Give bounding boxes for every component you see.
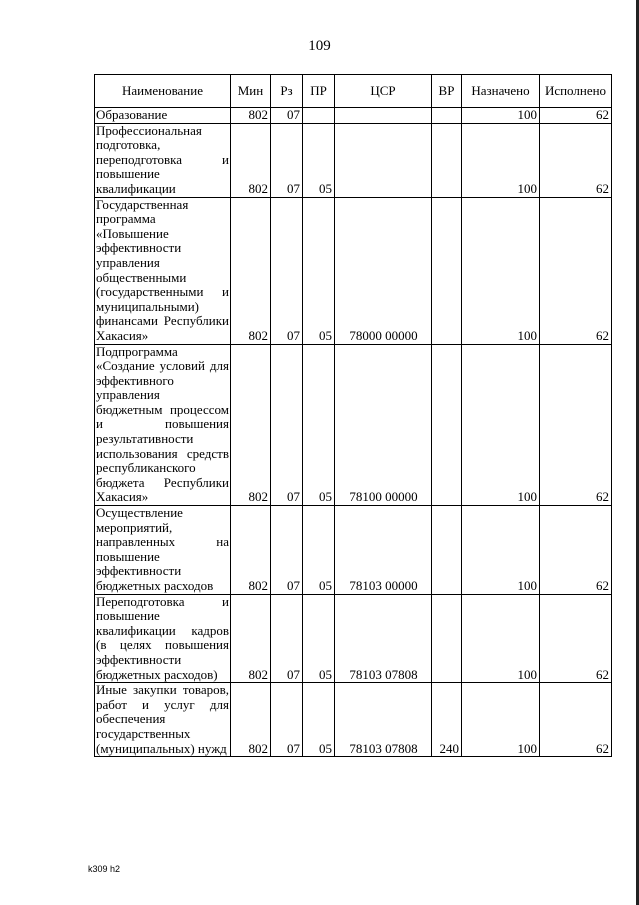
header-csr: ЦСР [335, 75, 432, 108]
row-executed: 62 [540, 506, 612, 595]
row-csr: 78000 00000 [335, 197, 432, 344]
row-rz: 07 [271, 344, 303, 506]
row-vr [432, 123, 462, 197]
header-assigned: Назначено [462, 75, 540, 108]
row-rz: 07 [271, 506, 303, 595]
table-row [95, 683, 612, 757]
row-name: Иные закупки товаров, работ и услуг для обеспечения государственных (муниципальных) нужд [96, 682, 229, 756]
row-rz: 07 [271, 683, 303, 757]
header-rz: Рз [271, 75, 303, 108]
row-name: Переподготовка и повышение квалификации кадров (в целях повышения эффективности бюджетных расходов) [96, 594, 229, 682]
row-assigned: 100 [462, 594, 540, 683]
row-pr: 05 [303, 123, 335, 197]
row-min: 802 [231, 108, 271, 124]
header-pr: ПР [303, 75, 335, 108]
row-pr: 05 [303, 344, 335, 506]
row-executed: 62 [540, 683, 612, 757]
row-vr [432, 344, 462, 506]
table-row [95, 197, 612, 344]
row-rz: 07 [271, 594, 303, 683]
row-name: Осуществление мероприятий, направленных на повышение эффективности бюджетных расходов [96, 505, 229, 593]
footer-code: k309 h2 [88, 864, 121, 874]
row-assigned: 100 [462, 683, 540, 757]
row-csr [335, 123, 432, 197]
page-number: 109 [308, 38, 331, 54]
row-rz: 07 [271, 197, 303, 344]
header-name: Наименование [95, 75, 231, 108]
row-executed: 62 [540, 594, 612, 683]
row-name: Подпрограмма «Создание условий для эффективного управления бюджетным процессом и повышения результативности использования средств республиканского бюджета Республики Хакасия» [96, 344, 229, 505]
row-vr [432, 594, 462, 683]
header-executed: Исполнено [540, 75, 612, 108]
header-vr: ВР [432, 75, 462, 108]
row-min: 802 [231, 594, 271, 683]
row-executed: 62 [540, 123, 612, 197]
row-min: 802 [231, 123, 271, 197]
row-min: 802 [231, 197, 271, 344]
row-csr: 78100 00000 [335, 344, 432, 506]
row-assigned: 100 [462, 108, 540, 124]
row-name: Образование [95, 108, 231, 124]
table-row [95, 344, 612, 506]
table-row [95, 594, 612, 683]
row-vr [432, 108, 462, 124]
row-pr: 05 [303, 506, 335, 595]
row-min: 802 [231, 344, 271, 506]
row-assigned: 100 [462, 123, 540, 197]
row-pr: 05 [303, 683, 335, 757]
row-pr: 05 [303, 197, 335, 344]
row-assigned: 100 [462, 197, 540, 344]
row-rz: 07 [271, 108, 303, 124]
row-assigned: 100 [462, 344, 540, 506]
row-min: 802 [231, 683, 271, 757]
row-csr: 78103 00000 [335, 506, 432, 595]
row-pr [303, 108, 335, 124]
table-row [95, 123, 612, 197]
row-vr [432, 506, 462, 595]
row-vr [432, 197, 462, 344]
row-name: Профессиональная подготовка, переподготовка и повышение квалификации [96, 123, 229, 196]
budget-table [94, 74, 612, 757]
header-min: Мин [231, 75, 271, 108]
table-header-row [95, 75, 612, 108]
row-executed: 62 [540, 108, 612, 124]
row-csr: 78103 07808 [335, 594, 432, 683]
row-rz: 07 [271, 123, 303, 197]
row-pr: 05 [303, 594, 335, 683]
table-row [95, 506, 612, 595]
table-row [95, 108, 612, 124]
row-executed: 62 [540, 197, 612, 344]
row-csr [335, 108, 432, 124]
row-min: 802 [231, 506, 271, 595]
row-csr: 78103 07808 [335, 683, 432, 757]
row-executed: 62 [540, 344, 612, 506]
row-vr: 240 [432, 683, 462, 757]
row-assigned: 100 [462, 506, 540, 595]
row-name: Государственная программа «Повышение эффективности управления общественными (государственными и муниципальными) финансами Республики Хакасия» [96, 197, 229, 343]
